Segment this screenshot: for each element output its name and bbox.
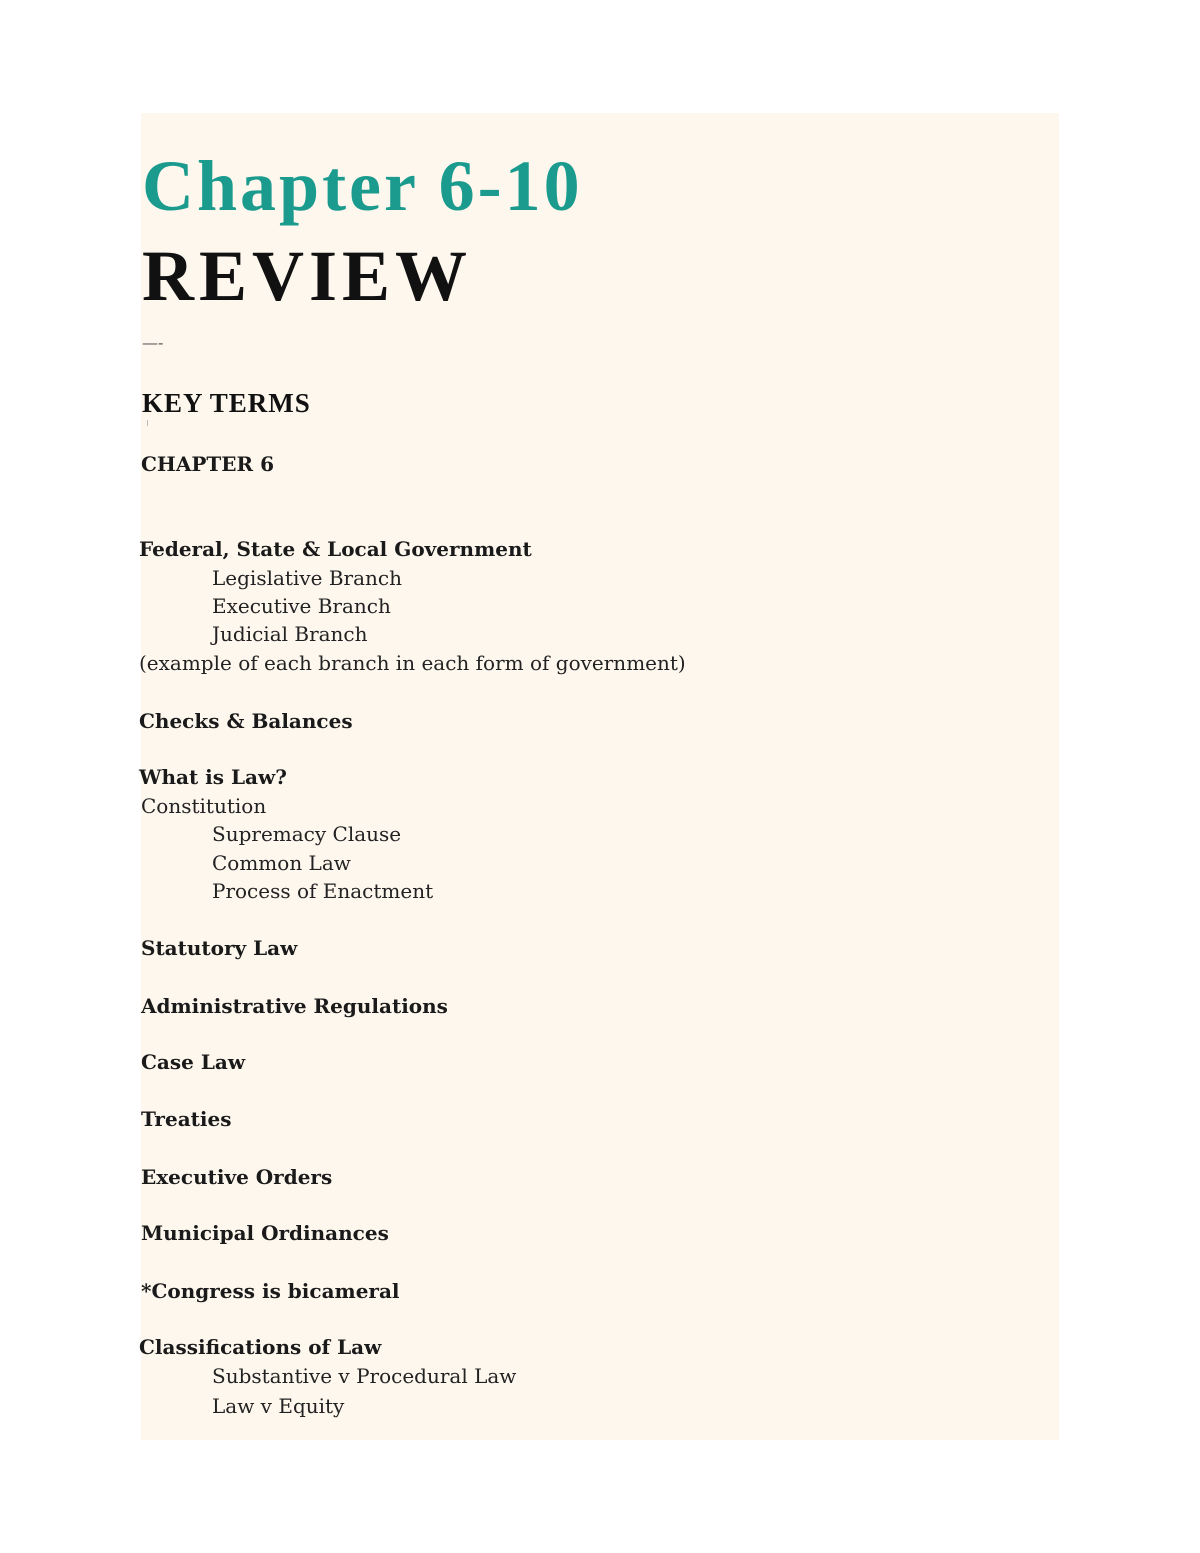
classifications-heading: Classifications of Law [139, 1335, 382, 1359]
term-heading: Administrative Regulations [141, 994, 448, 1018]
government-heading: Federal, State & Local Government [139, 537, 532, 561]
branch-item: Judicial Branch [212, 622, 368, 646]
government-note: (example of each branch in each form of government) [139, 651, 686, 675]
checks-balances-heading: Checks & Balances [139, 709, 353, 733]
what-is-law-heading: What is Law? [139, 765, 287, 789]
branch-item: Legislative Branch [212, 566, 402, 590]
section-title-key-terms: KEY TERMS [142, 388, 311, 418]
term-heading: Executive Orders [141, 1165, 333, 1189]
term-heading: Case Law [141, 1050, 246, 1074]
congress-note: *Congress is bicameral [141, 1279, 400, 1303]
title-chapter: Chapter 6-10 [142, 146, 583, 226]
term-heading: Treaties [141, 1107, 232, 1131]
classification-item: Substantive v Procedural Law [212, 1364, 517, 1388]
law-item: Supremacy Clause [212, 822, 402, 846]
title-review: REVIEW [142, 236, 473, 316]
term-heading: Municipal Ordinances [141, 1221, 389, 1245]
branch-item: Executive Branch [212, 594, 391, 618]
chapter-label: CHAPTER 6 [141, 452, 274, 476]
cursor-mark [147, 420, 148, 426]
law-item: Process of Enactment [212, 879, 434, 903]
classification-item: Law v Equity [212, 1394, 345, 1418]
law-item: Common Law [212, 851, 351, 875]
separator: —- [142, 333, 164, 352]
term-heading: Statutory Law [141, 936, 298, 960]
constitution-label: Constitution [141, 794, 267, 818]
